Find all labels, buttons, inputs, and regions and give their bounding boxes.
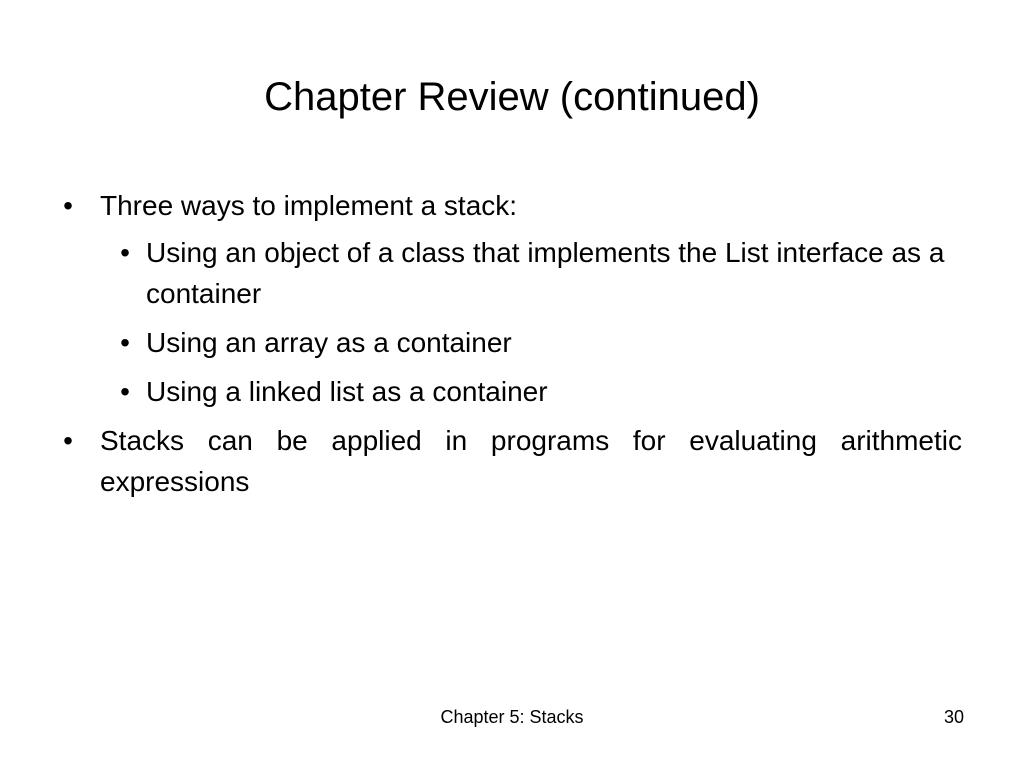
bullet-text: Three ways to implement a stack:	[100, 190, 518, 221]
bullet-icon: •	[120, 376, 130, 407]
sub-bullet-item	[105, 322, 962, 363]
bullet-icon: •	[120, 327, 130, 358]
bullet-item	[58, 420, 962, 502]
sub-bullet-text: Using an object of a class that implements the List interface as a container	[146, 237, 945, 309]
slide-content	[58, 185, 962, 510]
sub-bullet-list	[105, 232, 962, 412]
bullet-text: Stacks can be applied in programs for evaluating arithmetic expressions	[100, 425, 962, 497]
bullet-item	[58, 185, 962, 412]
sub-bullet-text: Using a linked list as a container	[146, 376, 548, 407]
bullet-icon: •	[63, 190, 73, 221]
sub-bullet-item	[105, 232, 962, 314]
footer-chapter: Chapter 5: Stacks	[440, 707, 584, 727]
sub-bullet-text: Using an array as a container	[146, 327, 512, 358]
sub-bullet-item	[105, 371, 962, 412]
slide-title: Chapter Review (continued)	[264, 75, 760, 119]
bullet-icon: •	[63, 425, 73, 456]
bullet-icon: •	[120, 237, 130, 268]
page-number: 30	[943, 707, 964, 727]
